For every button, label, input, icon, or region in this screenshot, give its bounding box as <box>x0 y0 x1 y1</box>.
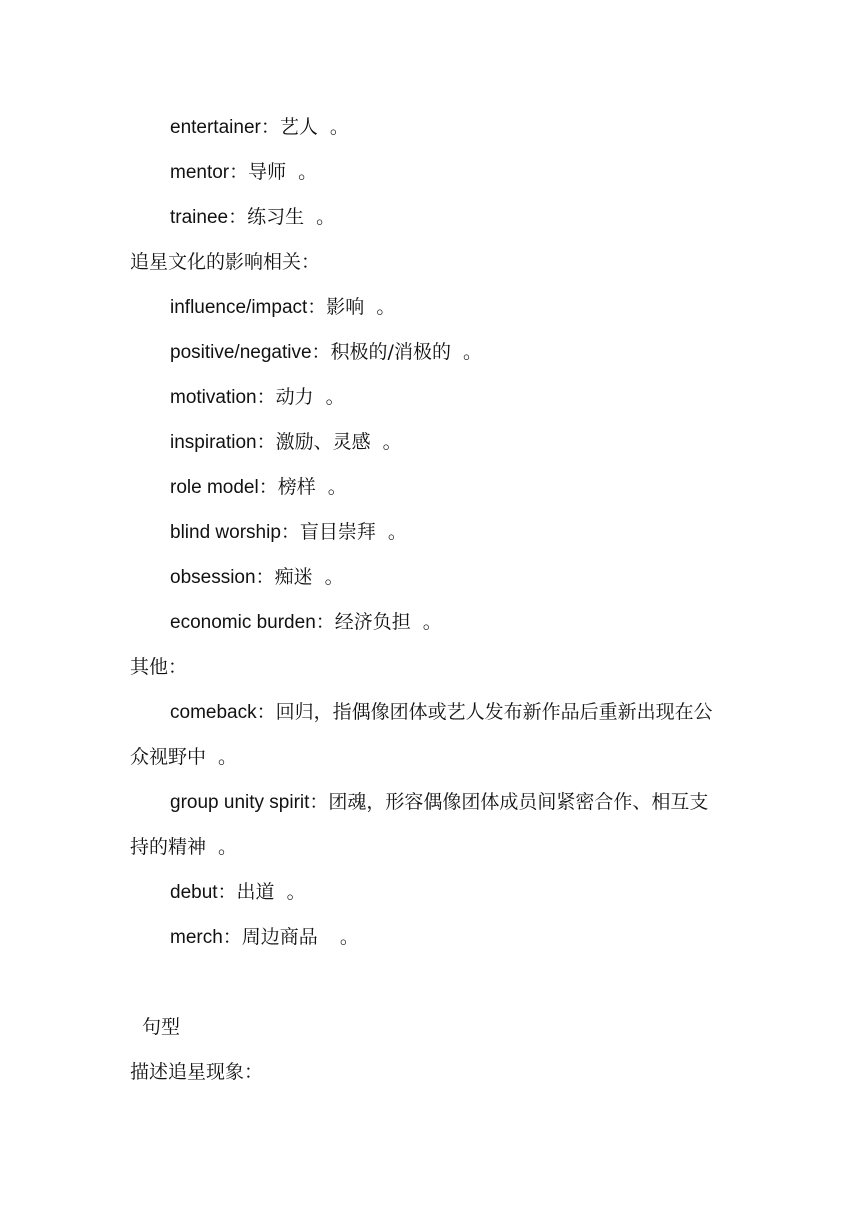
vocab-entry-debut <box>170 880 780 905</box>
vocab-period: 。 <box>218 836 238 858</box>
vocab-meaning: 盲目崇拜 <box>299 521 376 543</box>
vocab-meaning: 痴迷 <box>274 566 313 588</box>
vocab-meaning: 经济负担 <box>334 611 411 633</box>
vocab-period: 。 <box>387 521 407 543</box>
vocab-period: 。 <box>325 386 345 408</box>
vocab-period: 。 <box>327 476 347 498</box>
vocab-period: 。 <box>286 881 306 903</box>
vocab-meaning: 练习生 <box>247 206 305 228</box>
vocab-entry-comeback-line1 <box>170 700 780 725</box>
vocab-term: motivation： <box>170 387 276 408</box>
vocab-entry-entertainer <box>170 115 780 140</box>
section-heading-sentence-patterns: 句型 <box>142 1016 181 1038</box>
vocab-entry-influence <box>170 295 780 320</box>
vocab-period: 。 <box>329 116 349 138</box>
vocab-meaning: 激励、灵感 <box>275 431 371 453</box>
vocab-meaning: 团魂，形容偶像团体成员间紧密合作、相互支 <box>328 791 709 813</box>
vocab-meaning: 影响 <box>326 296 365 318</box>
vocab-meaning: 导师 <box>248 161 287 183</box>
vocab-period: 。 <box>339 926 359 948</box>
vocab-period: 。 <box>462 341 482 363</box>
vocab-period: 。 <box>324 566 344 588</box>
vocab-term: comeback： <box>170 702 276 723</box>
vocab-entry-trainee <box>170 205 780 230</box>
vocab-period: 。 <box>422 611 442 633</box>
vocab-period: 。 <box>316 206 336 228</box>
vocab-meaning: 艺人 <box>279 116 318 138</box>
vocab-period: 。 <box>218 746 238 768</box>
vocab-meaning: 积极的/消极的 <box>330 341 451 363</box>
vocab-meaning-continued: 众视野中 <box>130 746 207 768</box>
vocab-entry-positive-negative <box>170 340 780 365</box>
vocab-term: mentor： <box>170 162 249 183</box>
vocab-entry-role-model <box>170 475 780 500</box>
vocab-term: debut： <box>170 882 237 903</box>
vocab-meaning: 榜样 <box>277 476 316 498</box>
subsection-heading-describe: 描述追星现象： <box>130 1061 264 1083</box>
vocab-term: blind worship： <box>170 522 300 543</box>
vocab-term: trainee： <box>170 207 248 228</box>
vocab-term: merch： <box>170 927 242 948</box>
vocab-entry-blind-worship <box>170 520 780 545</box>
vocab-period: 。 <box>382 431 402 453</box>
vocab-entry-comeback-line2 <box>130 745 740 769</box>
vocab-term: group unity spirit： <box>170 792 329 813</box>
vocab-entry-group-spirit-line2 <box>130 835 740 859</box>
vocab-meaning: 动力 <box>275 386 314 408</box>
vocab-term: role model： <box>170 477 278 498</box>
vocab-period: 。 <box>298 161 318 183</box>
vocab-term: inspiration： <box>170 432 276 453</box>
vocab-entry-obsession <box>170 565 780 590</box>
vocab-entry-group-spirit-line1 <box>170 790 780 815</box>
vocab-term: positive/negative： <box>170 342 331 363</box>
vocab-term: influence/impact： <box>170 297 327 318</box>
section-heading-influence: 追星文化的影响相关： <box>130 251 321 273</box>
vocab-entry-economic-burden <box>170 610 780 635</box>
vocab-meaning-continued: 持的精神 <box>130 836 207 858</box>
section-heading-other: 其他： <box>130 656 188 678</box>
vocab-meaning: 回归，指偶像团体或艺人发布新作品后重新出现在公 <box>275 701 713 723</box>
vocab-entry-motivation <box>170 385 780 410</box>
vocab-period: 。 <box>376 296 396 318</box>
vocab-entry-merch <box>170 925 780 950</box>
vocab-entry-mentor <box>170 160 780 185</box>
vocab-term: economic burden： <box>170 612 335 633</box>
vocab-meaning: 周边商品 <box>241 926 318 948</box>
vocab-entry-inspiration <box>170 430 780 455</box>
vocab-meaning: 出道 <box>236 881 275 903</box>
vocab-term: entertainer： <box>170 117 280 138</box>
vocab-term: obsession： <box>170 567 275 588</box>
